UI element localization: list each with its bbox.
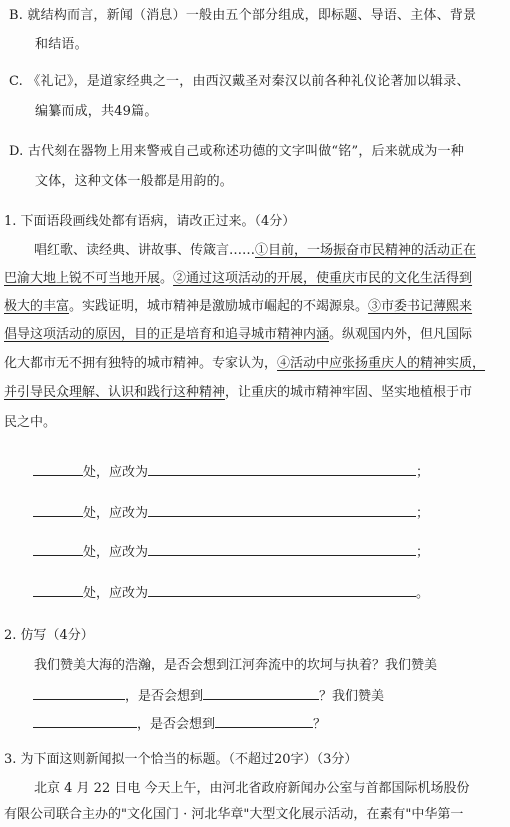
answer-end: ； — [416, 506, 430, 521]
blank-input[interactable] — [33, 503, 83, 517]
blank-input[interactable] — [148, 583, 416, 597]
underlined-sentence-2-cont: 极大的丰富 — [4, 299, 70, 314]
blank-input[interactable] — [148, 542, 416, 556]
blank-input[interactable] — [215, 714, 313, 728]
blank-input[interactable] — [33, 462, 83, 476]
q2-text: ，是否会想到 — [137, 717, 216, 732]
underlined-sentence-1-cont: 巴渝大地上锐不可当地开展 — [4, 271, 161, 286]
q1-para-line1 — [34, 242, 476, 260]
q1-text: 。 — [160, 271, 174, 286]
q2-text: ，是否会想到 — [125, 689, 204, 704]
blank-input[interactable] — [33, 686, 125, 700]
q1-para-line2 — [4, 270, 472, 288]
q2-line3 — [33, 714, 326, 734]
answer-label: 处，应改为 — [83, 545, 149, 560]
blank-input[interactable] — [33, 542, 83, 556]
underlined-sentence-4: ④活动中应张扬重庆人的精神实质， — [277, 356, 486, 371]
blank-input[interactable] — [203, 686, 319, 700]
q3-line1: 北京 4 月 22 日电 今天上午，由河北省政府新闻办公室与首都国际机场股份 — [34, 781, 470, 796]
option-c-line2: 编纂而成，共49篇。 — [35, 104, 158, 119]
underlined-sentence-2: ②通过这项活动的开展，使重庆市民的文化生活得到 — [173, 271, 473, 286]
blank-input[interactable] — [33, 714, 137, 728]
underlined-sentence-3: ③市委书记薄熙来 — [368, 299, 473, 314]
q1-para-line5 — [4, 355, 485, 373]
question-3-title: 3. 为下面这则新闻拟一个恰当的标题。（不超过20字）（3分） — [4, 752, 358, 767]
underlined-sentence-3-cont: 倡导这项活动的原因，目的正是培育和追寻城市精神内涵 — [4, 327, 330, 342]
q1-para-line3 — [4, 298, 472, 316]
answer-label: 处，应改为 — [83, 586, 149, 601]
q1-answer-row-2 — [33, 503, 429, 523]
answer-end: 。 — [416, 586, 430, 601]
q1-text: 。实践证明，城市精神是激励城市崛起的不竭源泉。 — [69, 299, 369, 314]
q3-line2: 有限公司联合主办的"文化国门 · 河北华章"大型文化展示活动，在素有"中华第一 — [4, 807, 464, 822]
answer-label: 处，应改为 — [83, 465, 149, 480]
option-c-line1: C. 《礼记》，是道家经典之一，由西汉戴圣对秦汉以前各种礼仪论著加以辑录、 — [9, 74, 470, 89]
blank-input[interactable] — [33, 583, 83, 597]
option-d-line1: D. 古代刻在器物上用来警戒自己或称述功德的文字叫做“铭”，后来就成为一种 — [9, 144, 464, 159]
q1-answer-row-1 — [33, 462, 429, 482]
question-1-title: 1. 下面语段画线处都有语病，请改正过来。（4分） — [4, 214, 296, 229]
q1-para-line4 — [4, 326, 472, 344]
q2-line1: 我们赞美大海的浩瀚，是否会想到江河奔流中的坎坷与执着？我们赞美 — [34, 658, 438, 673]
option-d-line2: 文体，这种文体一般都是用韵的。 — [35, 174, 234, 189]
underlined-sentence-4-cont: 并引导民众理解、认识和践行这种精神 — [4, 385, 226, 400]
option-b-line1: B. 就结构而言，新闻（消息）一般由五个部分组成，即标题、导语、主体、背景 — [9, 8, 477, 23]
q1-text: 化大都市无不拥有独特的城市精神。专家认为， — [4, 356, 278, 371]
q1-answer-row-3 — [33, 542, 429, 562]
q1-text: 。纵观国内外，但凡国际 — [329, 327, 473, 342]
question-2-title: 2. 仿写（4分） — [4, 628, 94, 643]
underlined-sentence-1: ①目前，一场振奋市民精神的活动正在 — [255, 243, 477, 258]
q1-para-line7: 民之中。 — [4, 415, 57, 430]
q1-text: 唱红歌、读经典、讲故事、传箴言…… — [34, 243, 256, 258]
blank-input[interactable] — [148, 503, 416, 517]
answer-end: ； — [416, 545, 430, 560]
option-b-line2: 和结语。 — [35, 37, 88, 52]
blank-input[interactable] — [148, 462, 416, 476]
q2-line2 — [33, 686, 384, 706]
q1-para-line6 — [4, 384, 472, 402]
answer-end: ； — [416, 465, 430, 480]
answer-label: 处，应改为 — [83, 506, 149, 521]
q2-text: ？我们赞美 — [319, 689, 385, 704]
q1-text: ，让重庆的城市精神牢固、坚实地植根于市 — [225, 385, 473, 400]
q1-answer-row-4 — [33, 583, 429, 603]
q2-text: ？ — [313, 717, 327, 732]
